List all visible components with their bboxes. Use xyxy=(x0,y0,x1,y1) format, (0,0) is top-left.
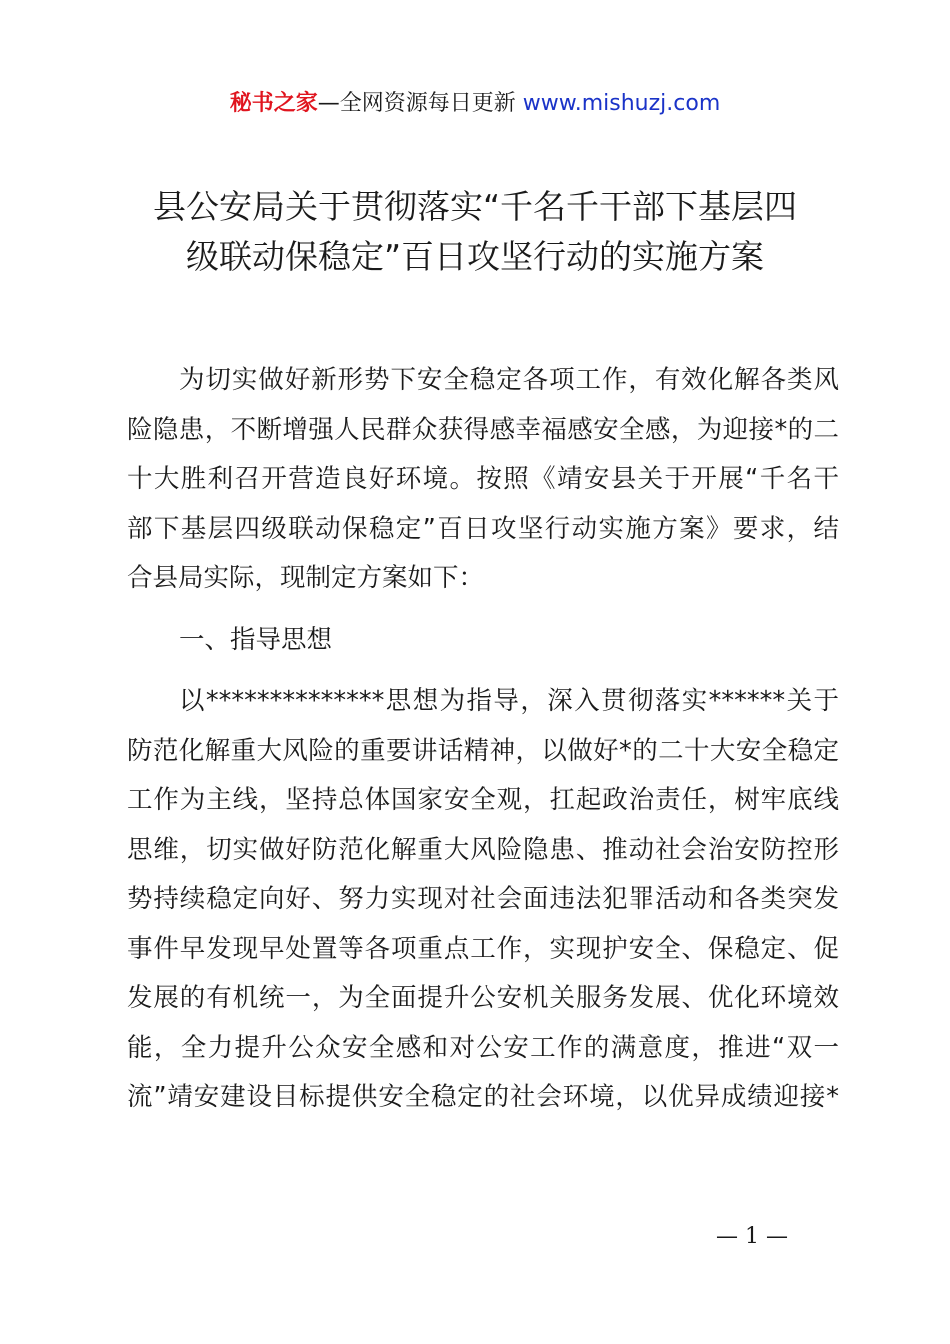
document-title xyxy=(100,182,850,282)
document-body xyxy=(127,356,839,1123)
paragraph-line: 为切实做好新形势下安全稳定各项工作，有效化解各类风 xyxy=(179,365,839,395)
paragraph-line: 流”靖安建设目标提供安全稳定的社会环境，以优异成绩迎接* xyxy=(127,1082,839,1112)
paragraph-line: 能，全力提升公众安全感和对公安工作的满意度，推进“双一 xyxy=(127,1032,839,1063)
paragraph-line: 工作为主线，坚持总体国家安全观，扛起政治责任，树牢底线 xyxy=(127,785,839,815)
paragraph-line: 合县局实际，现制定方案如下： xyxy=(127,563,485,593)
paragraph-line: 以**************思想为指导，深入贯彻落实******关于 xyxy=(179,686,839,716)
paragraph-line: 防范化解重大风险的重要讲话精神，以做好*的二十大安全稳定 xyxy=(127,735,839,766)
site-url-link[interactable]: www.mishuzj.com xyxy=(522,91,721,116)
paragraph-line: 十大胜利召开营造良好环境。按照《靖安县关于开展“千名干 xyxy=(127,464,839,494)
header-tagline: —全网资源每日更新 xyxy=(317,91,523,116)
title-line-1: 县公安局关于贯彻落实“千名千干部下基层四 xyxy=(152,187,798,226)
site-header xyxy=(0,88,950,120)
page-number: — 1 — xyxy=(716,1224,788,1249)
brand-name: 秘书之家 xyxy=(229,91,318,116)
paragraph-line: 险隐患，不断增强人民群众获得感幸福感安全感，为迎接*的二 xyxy=(127,414,839,445)
paragraph-line: 思维，切实做好防范化解重大风险隐患、推动社会治安防控形 xyxy=(127,834,839,865)
section-heading: 一、指导思想 xyxy=(179,624,333,655)
paragraph-line: 部下基层四级联动保稳定”百日攻坚行动实施方案》要求，结 xyxy=(127,513,839,544)
paragraph-line: 势持续稳定向好、努力实现对社会面违法犯罪活动和各类突发 xyxy=(127,884,839,914)
paragraph-line: 发展的有机统一，为全面提升公安机关服务发展、优化环境效 xyxy=(127,983,839,1013)
paragraph-line: 事件早发现早处置等各项重点工作，实现护安全、保稳定、促 xyxy=(127,933,839,964)
title-line-2: 级联动保稳定”百日攻坚行动的实施方案 xyxy=(185,237,765,276)
